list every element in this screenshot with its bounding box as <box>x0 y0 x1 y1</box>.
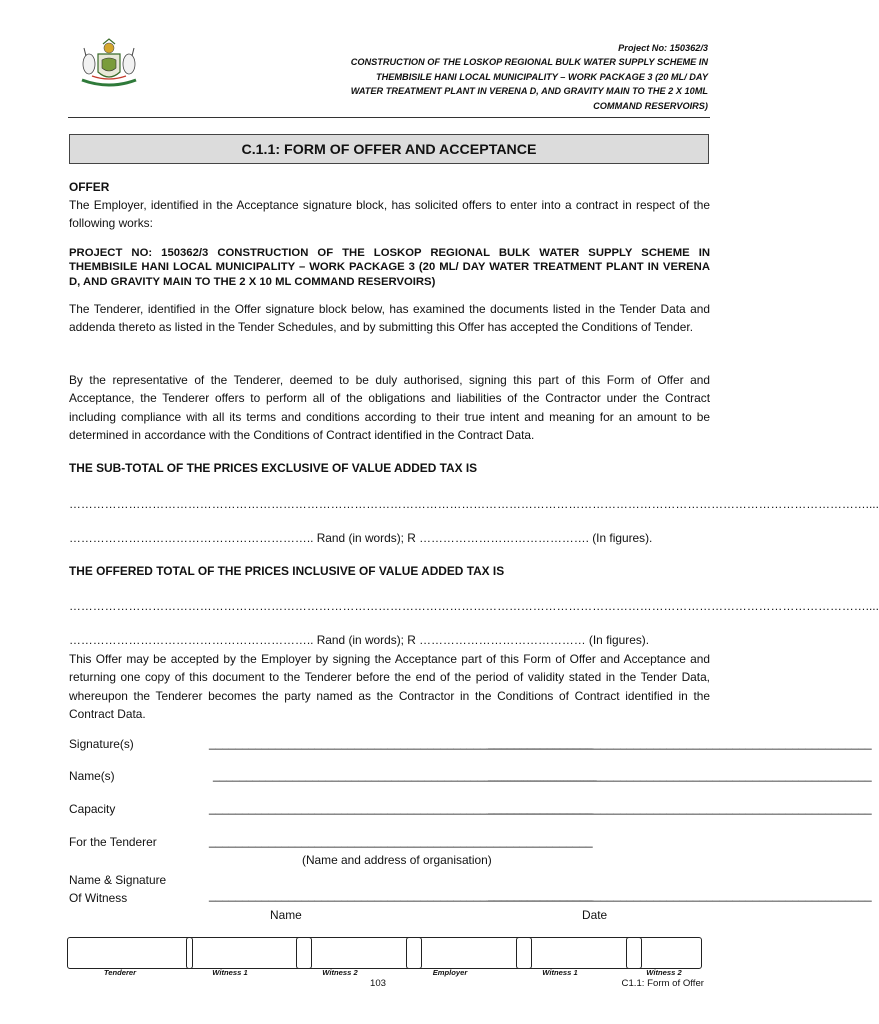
box-label-witness-1b: Witness 1 <box>542 968 578 977</box>
offer-paragraph-2: By the representative of the Tenderer, deemed to be duly authorised, signing this part of this Form of Offer and Acceptance, the Tenderer offers to perform all of the obligations and liabilities of the Contractor under the Contract including compliance with all its terms and conditions according to their true intent and meaning for an amount to be determined in accordance with the Conditions of Contract identified in the Contract Data. <box>69 373 710 442</box>
offer-paragraph-1: The Tenderer, identified in the Offer signature block below, has examined the documents listed in the Tender Data and addenda thereto as listed in the Tender Schedules, and by submitting this Offer has accepted the Conditions of Tender. <box>69 302 710 335</box>
total-rand-field[interactable]: …………………………………………………….. Rand (in words); R …………………………………… (In figures). <box>69 633 650 647</box>
total-amount-field[interactable]: ………………………………………………………………………………………………………………………………………………………………………………….... <box>69 599 879 613</box>
page-title: C.1.1: FORM OF OFFER AND ACCEPTANCE <box>69 134 709 164</box>
header-line: COMMAND RESERVOIRS) <box>593 100 708 111</box>
header-line: THEMBISILE HANI LOCAL MUNICIPALITY – WORK PACKAGE 3 (20 ML/ DAY <box>376 71 708 82</box>
subtotal-heading: THE SUB-TOTAL OF THE PRICES EXCLUSIVE OF VALUE ADDED TAX IS <box>69 461 478 475</box>
signature-line-2[interactable]: __________________________________________________________ <box>488 736 872 750</box>
signature-label: Signature(s) <box>69 737 134 751</box>
header-line: CONSTRUCTION OF THE LOSKOP REGIONAL BULK WATER SUPPLY SCHEME IN <box>350 57 708 68</box>
witness-label-line-2: Of Witness <box>69 891 128 905</box>
names-label: Name(s) <box>69 769 115 783</box>
witness-label <box>69 871 166 907</box>
name-caption: Name <box>270 908 302 922</box>
witness-name-line[interactable]: __________________________________________________________ <box>209 888 593 902</box>
initial-box-witness-2b[interactable] <box>626 937 702 969</box>
box-label-tenderer: Tenderer <box>103 968 137 977</box>
header-divider <box>68 117 710 118</box>
witness-date-line[interactable]: __________________________________________________________ <box>488 888 872 902</box>
organisation-note: (Name and address of organisation) <box>302 853 492 867</box>
project-description: PROJECT NO: 150362/3 CONSTRUCTION OF THE LOSKOP REGIONAL BULK WATER SUPPLY SCHEME IN THEMBISILE HANI LOCAL MUNICIPALITY – WORK PACKAGE 3 (20 ML/ DAY WATER TREATMENT PLANT IN VERENA D, AND GRAVITY MAIN TO THE 2 X 10 ML COMMAND RESERVOIRS) <box>69 247 710 288</box>
offer-intro: The Employer, identified in the Acceptance signature block, has solicited offers to enter into a contract in respect of the following works: <box>69 198 710 231</box>
page-number: 103 <box>370 978 387 989</box>
organisation-line[interactable]: __________________________________________________________ <box>209 834 593 848</box>
initial-box-tenderer[interactable] <box>67 937 193 969</box>
for-tenderer-label: For the Tenderer <box>69 835 157 849</box>
signature-line-1[interactable]: __________________________________________________________ <box>209 736 593 750</box>
capacity-line-1[interactable]: __________________________________________________________ <box>209 801 593 815</box>
footer-section: C1.1: Form of Offer <box>621 978 704 989</box>
capacity-line-2[interactable]: __________________________________________________________ <box>488 801 872 815</box>
subtotal-rand-field[interactable]: …………………………………………………….. Rand (in words); R ……………………………………. (In figures). <box>69 531 653 545</box>
box-label-employer: Employer <box>432 968 468 977</box>
name-line-1[interactable]: __________________________________________________________ <box>213 768 597 782</box>
initial-box-witness-1b[interactable] <box>516 937 642 969</box>
capacity-label: Capacity <box>69 802 116 816</box>
initial-box-witness-1[interactable] <box>186 937 312 969</box>
name-line-2[interactable]: __________________________________________________________ <box>488 768 872 782</box>
total-heading: THE OFFERED TOTAL OF THE PRICES INCLUSIVE OF VALUE ADDED TAX IS <box>69 564 505 578</box>
document-header <box>260 41 708 113</box>
box-label-witness-2b: Witness 2 <box>646 968 682 977</box>
subtotal-amount-field[interactable]: ………………………………………………………………………………………………………………………………………………………………………………….... <box>69 497 879 511</box>
date-caption: Date <box>582 908 608 922</box>
acceptance-note: This Offer may be accepted by the Employer by signing the Acceptance part of this Form of Offer and Acceptance and returning one copy of this document to the Tenderer before the end of the period of validity stated in the Tender Data, whereupon the Tenderer becomes the party named as the Contractor in the Conditions of Contract identified in the Contract Data. <box>69 652 710 721</box>
witness-label-line-1: Name & Signature <box>69 873 167 887</box>
municipal-crest-logo <box>78 36 140 92</box>
box-label-witness-2: Witness 2 <box>322 968 358 977</box>
initial-box-witness-2[interactable] <box>296 937 422 969</box>
initial-box-employer[interactable] <box>406 937 532 969</box>
box-label-witness-1: Witness 1 <box>212 968 248 977</box>
header-line: WATER TREATMENT PLANT IN VERENA D, AND GRAVITY MAIN TO THE 2 X 10ML <box>350 86 708 97</box>
project-number: Project No: 150362/3 <box>618 43 708 53</box>
offer-heading: OFFER <box>69 180 110 194</box>
